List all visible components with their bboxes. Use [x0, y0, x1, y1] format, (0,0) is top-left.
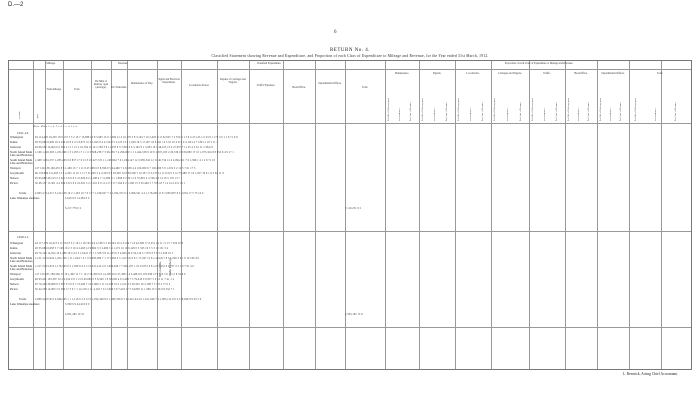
col-rule	[249, 61, 250, 369]
col-header-wagons: Repairs of Carriages and Wagons.	[220, 78, 246, 84]
section-rule	[9, 231, 691, 232]
row-label: Whangarei	[10, 135, 24, 139]
col-header-per-mile: Per Mile of Railway open (Average).	[93, 80, 109, 89]
col-header-maintenance-way: Maintenance of Way.	[131, 82, 153, 85]
row-values: 49 70,120 14,054 18 4 286 16 0 4 0 2 13,641 15 7 1,528 3 8 11,233 0 3 4,843 10 9 32,116 3 7 655 8 5 9 3 2 228 10 5	[35, 252, 174, 255]
sub-header: Per Cent. of Revenue.	[620, 101, 622, 121]
col-rule	[529, 61, 530, 369]
grand-total-revenue: 2,851,465 10 10	[65, 313, 85, 316]
col-rule	[181, 61, 182, 369]
prop-header-wagons: Carriages and Wagons.	[498, 72, 522, 75]
row-values: 95 76,428 36,808 6 5 387 9 3 0 9 7 13,260 7 10 1,884 5 11 12,188 19 2 1,012 3 3 28,345 16 2 298 7 5 7 8 2 77 0 4	[35, 283, 171, 286]
prop-header-head-office: Head Office.	[574, 72, 588, 75]
col-header-sections: Sections.	[19, 111, 21, 119]
row-values: 1,417 2,015,874 1,176,563 0 2 1,830 8 4 0 11 8 221,412 4 8 1,009,209 7 7 662,187 1 10 23,031 8 8 1,073,052 0 0 757 2 2 1 0 7 91 4 0	[35, 265, 194, 268]
prop-header-maintenance: Maintenance.	[394, 72, 410, 75]
signature: L. Renwick, Acting Chief Accountant.	[622, 372, 678, 376]
col-rule	[345, 61, 346, 369]
row-label: Westport	[10, 166, 21, 170]
page-number: 6	[334, 30, 337, 35]
row-values: 1,151 2,031,924 1,201,726 1 11 1,044 7 4 1 0 6 485,080 7 1 171,064 3 5 1,017,012 8 1 17,047 12 8 1,204,017 8 5 1,046 2 0 1 9 10 100 4 0	[35, 257, 200, 260]
row-label: Kaihu	[10, 140, 18, 144]
col-header-signals: Signal and Electrical Department.	[158, 78, 180, 84]
special-label: Lake Wakatipu steamers	[10, 196, 40, 200]
prop-header-departmental: Departmental Offices.	[601, 72, 625, 75]
section-heading-1910-11: 1910-11.	[17, 235, 30, 239]
prop-header-traffic: Traffic.	[543, 72, 551, 75]
row-values: 96 93,451 193,387 10 2 2,014 9 8 1 13 9 40,009 0 3 6,500 1 8 30,000 4 8 2,408 7 5 79,418 0 8 827 5 0 16 11 7 41 1 4	[35, 278, 175, 281]
sub-header: Per Cent. of Revenue.	[482, 101, 484, 121]
col-rule	[63, 61, 64, 369]
group-header-classified-expenditure: Classified Expenditure.	[256, 62, 282, 65]
sub-header: Per Mile of Railway open.	[568, 97, 570, 121]
side-note-under-railways: Under Railways.	[169, 257, 172, 276]
sub-header: Per Mile of Railway open.	[532, 97, 534, 121]
statement-table	[8, 60, 692, 370]
row-label: Gisborne	[10, 145, 21, 149]
row-label: Picton	[10, 181, 18, 185]
col-header-total: Total.	[74, 88, 80, 91]
units-row: Miles. Miles. £ s. d. £ s. d. £ s. d. £ s. d.	[33, 125, 78, 128]
prop-header-locomotive: Locomotive.	[466, 72, 480, 75]
sub-header: Per Mile of Railway open.	[600, 97, 602, 121]
col-rule	[111, 61, 112, 369]
row-values: 96 133,960 211,653 13 5 2,202 11 10 1 11 7 51,605 5 4 4,323 9 2 28,265 10 8 30,506 7 10 28 7 6 2,137 12 11 6,527 2 4 175,488 17 10 1,827 19 8 1 6 2 82 11 8	[35, 172, 224, 175]
row-values: 50 48,137 15,301 4 4 306 0 6 0 6 4 10,281 3 2 2,161 0 8 11,117 2 6 7,164 0 2 1,108 15 3 35,446 5 7 708 18 7 14 14 4 231 13 1	[35, 182, 186, 185]
row-label: North Island Main Line and Branches	[10, 150, 33, 158]
sub-header: Per Cent. of Revenue.	[520, 101, 522, 121]
sub-header: Per Train-mile.	[544, 107, 546, 121]
sub-header: Per Train-mile.	[655, 107, 657, 121]
col-rule	[217, 61, 218, 369]
grand-total-revenue: 3,217,779 0 2	[65, 207, 82, 210]
sub-header: Per Train-mile.	[434, 107, 436, 121]
group-header-mileage: Mileage.	[46, 62, 56, 65]
prop-header-total: Total.	[657, 72, 663, 75]
sub-header: Per Mile of Railway open.	[635, 97, 637, 121]
col-header-departmental: Departmental Offices.	[318, 82, 342, 85]
totals-values: 2,693 4,714,317 3,212,159 10 2 1,193 10 7 0 13 7 1,196,927 7 4 1,054,372 0 2 5,006,541 4 4 1,176,000 11 8 7,095,867 8 2 2,634 17 5 73 10 0	[35, 192, 204, 195]
col-rule	[565, 61, 566, 369]
row-label: Whangarei	[10, 241, 24, 245]
return-subtitle: Classified Statement showing Revenue and Expenditure, and Proportion of each Class of Expenditure to Mileage and Revenue, for the Year ended 31st March, 1912.	[211, 54, 489, 58]
row-values: 49 96,530 14,903 0 0 304 2 11 1 15 2 16,764 19 10 1,538 3 8 11,233 0 3 7,816 0 4 5,162 9 1 5,083 10 1 46,615 13 4 27,057 7 11 25 4 3 22 11 3 36,6 8	[35, 146, 213, 149]
row-values: 127 120,156 190,455 8 8 1,499 13 7 1 11 8 47,168 6 8 8,596 8 5 24,466 7 2 8,536 4 4 100,000 6 7 192,966 3 8 1,519 5 2 12 5 7 61 17 3	[35, 167, 196, 170]
totals-label: Totals	[19, 297, 27, 301]
special-values: 5,300 9 9 44,216 6 0	[65, 303, 90, 306]
col-rule	[127, 61, 128, 369]
col-rule	[33, 61, 34, 369]
col-rule	[661, 61, 662, 369]
col-rule	[157, 61, 158, 369]
col-header-traffic: Traffic Expenses.	[256, 84, 276, 87]
row-label: Gisborne	[10, 251, 21, 255]
sub-header: Per Mile of Railway open.	[458, 97, 460, 121]
row-label: Picton	[10, 287, 18, 291]
col-rule	[629, 61, 630, 369]
col-header-open: Open.	[37, 113, 39, 119]
special-label: Lake Wakatipu steamers	[10, 302, 40, 306]
corner-label: D.—2	[8, 2, 24, 8]
special-values: 5,619 9 0 14,384 0 0	[65, 197, 90, 200]
row-values: 94 117,176 16,413 3 11 552 8 3 2 16 11 16,745 4 6 2,188 5 5 20,543 10 4 3,104 7 10 42,596 17 8 451 14 11 71 15 7 259 10 8	[35, 242, 184, 245]
row-label: South Island Main Line and Branches	[10, 264, 33, 272]
return-title: RETURN No. 4.	[329, 48, 371, 53]
col-rule	[455, 61, 456, 369]
col-header-exp-total: Total.	[362, 86, 368, 89]
group-header-proportion: Proportion of each Class of Expenditure to Mileage and Revenue.	[504, 62, 574, 65]
group-header-revenue: Revenue.	[118, 62, 128, 65]
col-rule	[491, 61, 492, 369]
row-label: South Island Main Line and Branches	[10, 158, 33, 166]
sub-header: Per Mile of Railway open.	[388, 97, 390, 121]
row-label: Nelson	[10, 282, 19, 286]
sub-header: Per Cent. of Revenue.	[410, 101, 412, 121]
side-note-not-available: Not available.	[159, 261, 162, 277]
row-label: Westport	[10, 272, 21, 276]
sub-header: Per Mile of Railway open.	[494, 97, 496, 121]
row-label: North Island Main Line and Branches	[10, 256, 33, 264]
col-header-per-train-mile: Per Train-mile.	[111, 86, 127, 89]
col-rule	[315, 61, 316, 369]
grand-total-expenditure: 2,563,162 15 9	[345, 313, 363, 316]
row-label: Nelson	[10, 176, 19, 180]
header-rule	[9, 69, 691, 70]
col-rule	[45, 61, 46, 369]
section-heading-1911-12: 1911-12.	[17, 131, 30, 135]
col-header-head-office: Head Office.	[292, 86, 306, 89]
sub-header: Per Train-mile.	[610, 107, 612, 121]
sub-header: Per Cent. of Revenue.	[588, 101, 590, 121]
row-values: 28 33,096 6,985 16 4 249 10 8 4 4 5 8,675 10 3 1,043 8 4 2,516 8 5 2,123 13 2 1,048 18 5 17,407 18 6 621 14 3 10 10 4 217 0 4 -69 14 7 189 11 10 3 11 1	[35, 141, 218, 144]
col-header-train-mileage: Train-mileage.	[46, 88, 62, 91]
grand-total-expenditure: 7,110,251 8 2	[345, 207, 362, 210]
row-label: Kaihu	[10, 246, 18, 250]
col-rule	[419, 61, 420, 369]
row-label: Greymouth	[10, 171, 24, 175]
col-rule	[597, 61, 598, 369]
sub-header: Per Train-mile.	[470, 107, 472, 121]
sub-header: Per Cent. of Revenue.	[556, 101, 558, 121]
col-rule	[385, 61, 386, 369]
col-rule	[283, 61, 284, 369]
totals-label: Totals	[19, 191, 27, 195]
sub-header: Per Train-mile.	[507, 107, 509, 121]
sub-header: Per Train-mile.	[578, 107, 580, 121]
row-values: 94 114,405 16,205 18 0 172 5 3 2 16 7 15,688 14 8 5,965 15 6 1,584 12 4 10,176 5 8 3,104 7 10 2,403 11 6 32,925 7 2 350 3 1 5 9 4 27,145 1 0 43 9 1 179 3 0 1 1 6 71 9 8	[35, 136, 238, 139]
row-values: 50 42,258 14,993 2 0 299 17 3 0 7 1 12,218 2 11 4,104 7 0 11,096 3 9 7,418 17 5 34,838 11 1 696 15 5 16 9 8 232 7 1	[35, 288, 175, 291]
row-values: 28 35,066 6,958 5 7 248 10 2 3 19 4 2,463 12 9 862 3 3 2,469 3 4 1,172 10 10 9,128 0 3 325 19 5 5 3 10 131 3 4	[35, 247, 169, 250]
col-header-locomotive: Locomotive Power.	[188, 84, 210, 87]
row-values: 95 95,680 40,123 2 3 421 5 6 0 8 5 21,029 8 2 2,188 4 7 11,084 3 1 1,068 0 2 32 11 0 70,891 2 4 746 4 0 14 16 5 176 13 7	[35, 177, 180, 180]
sub-header: Per Cent. of Revenue.	[675, 101, 677, 121]
row-values: 1,498 1,861,557 1,285,263 0 6 857 17 6 0 13 10 427,725 1 1,228,842 7 0 1,004,147 12 2 685,342 12 11 40,734 12 4 2,094,311 7 6 1,396 1 4 1 2 6 71 10	[35, 159, 216, 162]
section-rule	[9, 327, 691, 328]
sub-header: Per Train-mile.	[399, 107, 401, 121]
sub-header: Per Mile of Railway open.	[422, 97, 424, 121]
prop-header-signals: Signals.	[432, 72, 442, 75]
col-rule	[91, 61, 92, 369]
totals-values: 2,989 4,607,951 2,846,165 1 1 1,116 0 2 0 12 6 1,054,349 9 0 1,080,356 0 5 4,143,144 4 0 1,611,046 7 4 1,085,112 8 6 2,518,946 8 9 63 5 6	[35, 298, 202, 301]
header-rule	[9, 123, 691, 124]
sub-header: Per Cent. of Revenue.	[446, 101, 448, 121]
row-values: 1,166 1,202,363 1,231,069 1 3 1,055 17 1 1 0 5 568,238 7 5 96,239 7 4 296,000 1 1 1,444,538 9 10 8 1,597,183 2 20,339 0 8 80,080 17 10 1,073,324 8 8 952 6 4 9 17 1	[35, 151, 234, 154]
row-label: Greymouth	[10, 277, 24, 281]
row-values: 127 125,655 189,560 17 10 1,492 11 7 1 10 2 56,300 6 8 14,109 10 0 27,408 7 4 5,468 9 9 103,286 13 9 813 5 9 16 11 8 54 9 9	[35, 273, 186, 276]
